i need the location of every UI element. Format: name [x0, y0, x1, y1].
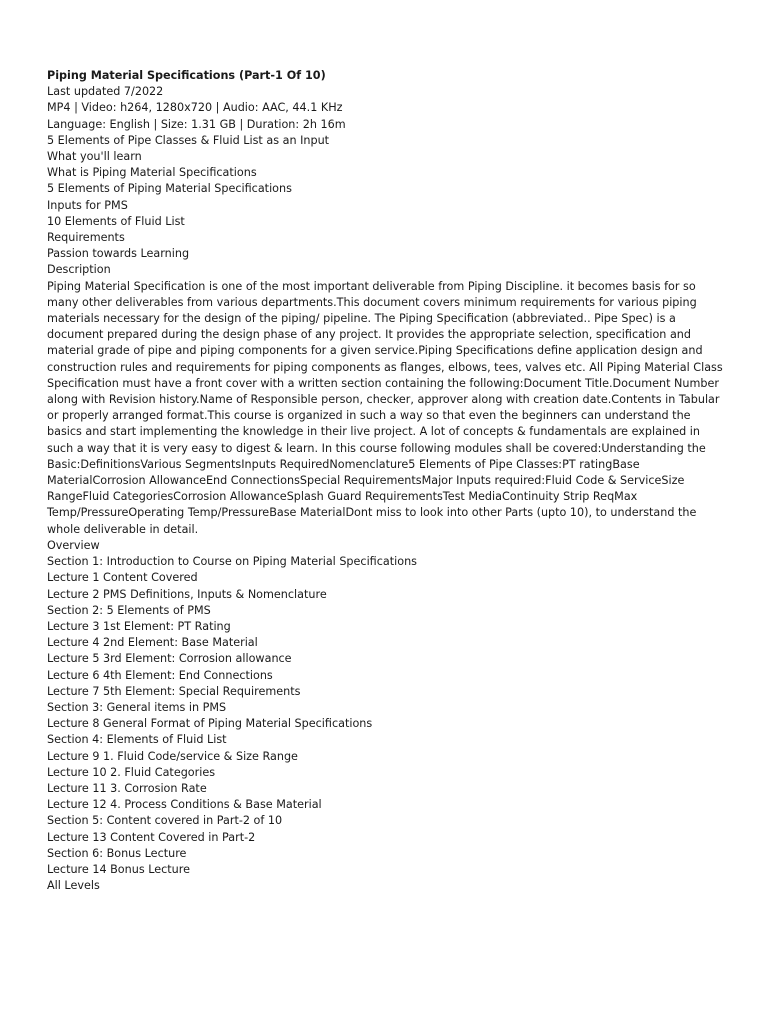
overview-lecture: Lecture 14 Bonus Lecture: [47, 862, 191, 876]
overview-lecture: Lecture 4 2nd Element: Base Material: [47, 636, 258, 650]
media-info: MP4 | Video: h264, 1280x720 | Audio: AAC, 44.1 KHz: [47, 101, 343, 115]
overview-section: Section 5: Content covered in Part-2 of 10: [47, 814, 283, 828]
overview-lecture: Lecture 9 1. Fluid Code/service & Size Range: [47, 749, 298, 763]
overview-lecture: Lecture 1 Content Covered: [47, 571, 198, 585]
description-heading: Description: [47, 263, 111, 277]
requirement-item: Passion towards Learning: [47, 247, 190, 261]
overview-section: Section 4: Elements of Fluid List: [47, 733, 227, 747]
overview-lecture: Lecture 8 General Format of Piping Material Specifications: [47, 717, 373, 731]
overview-heading: Overview: [47, 538, 100, 552]
course-subtitle: 5 Elements of Pipe Classes & Fluid List as an Input: [47, 133, 330, 147]
learn-item: 5 Elements of Piping Material Specifications: [47, 182, 292, 196]
overview-lecture: Lecture 10 2. Fluid Categories: [47, 765, 216, 779]
language-info: Language: English | Size: 1.31 GB | Duration: 2h 16m: [47, 117, 346, 131]
overview-lecture: Lecture 3 1st Element: PT Rating: [47, 619, 231, 633]
learn-item: Inputs for PMS: [47, 198, 128, 212]
learn-heading: What you'll learn: [47, 150, 142, 164]
overview-lecture: Lecture 5 3rd Element: Corrosion allowance: [47, 652, 292, 666]
course-level: All Levels: [47, 879, 100, 893]
overview-section: Section 6: Bonus Lecture: [47, 846, 187, 860]
overview-lecture: Lecture 6 4th Element: End Connections: [47, 668, 273, 682]
description-text: Piping Material Specification is one of the most important deliverable from Piping Discipline. it becomes basis for so many other deliverables from various departments.This document covers minimum requirements for various piping materials necessary for the design of the piping/ pipeline. The Piping Specification (abbreviated.. Pipe Spec) is a document prepared during the design phase of any project. It provides the appropriate selection, specification and material grade of pipe and piping components for a given service.Piping Specifications define application design and construction rules and requirements for piping components as flanges, elbows, tees, valves etc. All Piping Material Class Specification must have a front cover with a written section containing the following:Document Title.Document Number along with Revision history.Name of Responsible person, checker, approver along with creation date.Contents in Tabular or properly arranged format.This course is organized in such a way so that even the beginners can understand the basics and start implementing the knowledge in their live project. A lot of concepts & fundamentals are explained in such a way that it is very easy to digest & learn. In this course following modules shall be covered:Understanding the Basic:DefinitionsVarious SegmentsInputs RequiredNomenclature5 Elements of Pipe Classes:PT ratingBase MaterialCorrosion AllowanceEnd ConnectionsSpecial RequirementsMajor Inputs required:Fluid Code & ServiceSize RangeFluid CategoriesCorrosion AllowanceSplash Guard RequirementsTest MediaContinuity Strip ReqMax Temp/PressureOperating Temp/PressureBase MaterialDont miss to look into other Parts (upto 10), to understand the whole deliverable in detail.: [47, 279, 723, 536]
overview-lecture: Lecture 12 4. Process Conditions & Base Material: [47, 798, 322, 812]
overview-lecture: Lecture 7 5th Element: Special Requirements: [47, 684, 301, 698]
requirements-heading: Requirements: [47, 231, 125, 245]
overview-lecture: Lecture 13 Content Covered in Part-2: [47, 830, 256, 844]
overview-lecture: Lecture 2 PMS Definitions, Inputs & Nomenclature: [47, 587, 327, 601]
learn-item: What is Piping Material Specifications: [47, 166, 257, 180]
overview-section: Section 2: 5 Elements of PMS: [47, 603, 211, 617]
overview-section: Section 1: Introduction to Course on Piping Material Specifications: [47, 555, 417, 569]
last-updated: Last updated 7/2022: [47, 85, 164, 99]
overview-lecture: Lecture 11 3. Corrosion Rate: [47, 781, 207, 795]
overview-section: Section 3: General items in PMS: [47, 700, 227, 714]
document-page: [47, 68, 727, 894]
document-title: Piping Material Specifications (Part-1 Of 10): [47, 69, 326, 82]
learn-item: 10 Elements of Fluid List: [47, 214, 185, 228]
